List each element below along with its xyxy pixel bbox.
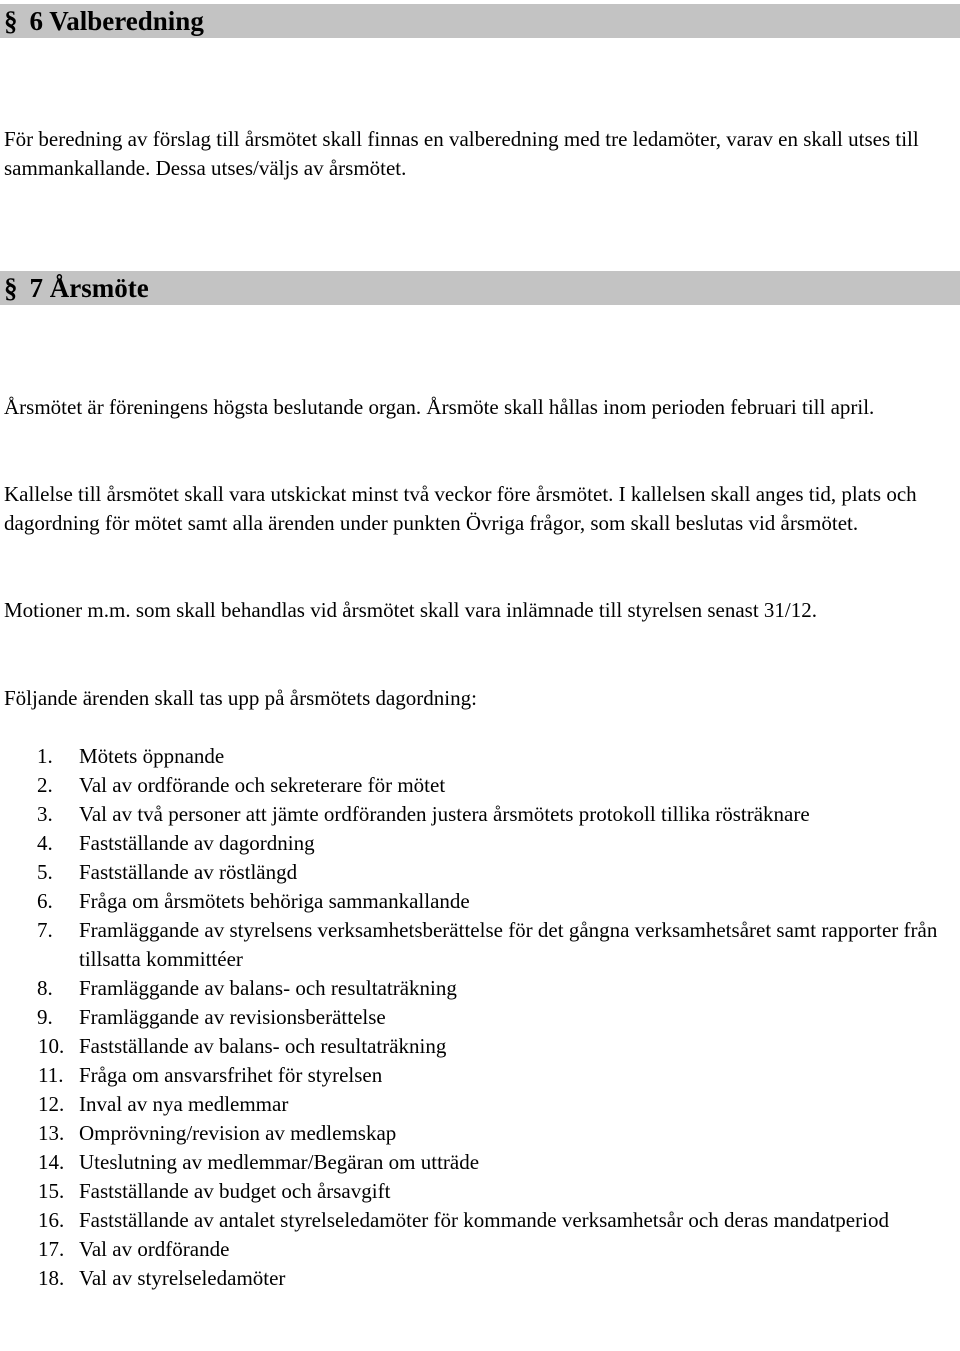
agenda-item-text: Fråga om ansvarsfrihet för styrelsen xyxy=(79,1063,383,1087)
agenda-item-text: Fastställande av dagordning xyxy=(79,831,315,855)
section-symbol: § xyxy=(4,6,18,36)
section-6-paragraph: För beredning av förslag till årsmötet skall finnas en valberedning med tre ledamöter, varav en skall utses till sammankallande. Dessa utses/väljs av årsmötet. xyxy=(4,127,919,180)
agenda-item-text: Val av ordförande och sekreterare för mötet xyxy=(79,773,446,797)
agenda-item xyxy=(4,1264,956,1293)
agenda-item-text: Val av ordförande xyxy=(79,1237,230,1261)
agenda-item-text: Omprövning/revision av medlemskap xyxy=(79,1121,397,1145)
agenda-item-number: 1. xyxy=(37,744,53,768)
agenda-item xyxy=(4,887,956,916)
section-6-heading xyxy=(0,4,960,38)
agenda-item-number: 2. xyxy=(37,773,53,797)
agenda-item xyxy=(4,1119,956,1148)
agenda-item xyxy=(4,858,956,887)
agenda-item-text: Fastställande av röstlängd xyxy=(79,860,298,884)
agenda-item xyxy=(4,1061,956,1090)
agenda-item-number: 12. xyxy=(38,1092,65,1116)
agenda-item xyxy=(4,1032,956,1061)
agenda-item-number: 17. xyxy=(38,1237,65,1261)
agenda-item-number: 7. xyxy=(37,918,53,942)
agenda-item xyxy=(4,1177,956,1206)
agenda-item-number: 13. xyxy=(38,1121,65,1145)
agenda-item-number: 11. xyxy=(38,1063,64,1087)
agenda-item-text: Fastställande av budget och årsavgift xyxy=(79,1179,391,1203)
agenda-item xyxy=(4,1206,956,1235)
section-7-paragraph-4: Följande ärenden skall tas upp på årsmötets dagordning: xyxy=(4,686,477,710)
section-6-title: 6 Valberedning xyxy=(29,6,204,36)
agenda-item xyxy=(4,800,956,829)
section-7-paragraph-2: Kallelse till årsmötet skall vara utskickat minst två veckor före årsmötet. I kallelsen skall anges tid, plats och dagordning för mötet samt alla ärenden under punkten Övriga frågor, som skall beslutas vid årsmötet. xyxy=(4,482,917,535)
agenda-item-number: 16. xyxy=(38,1208,65,1232)
agenda-item-text: Framläggande av revisionsberättelse xyxy=(79,1005,386,1029)
section-7-heading xyxy=(0,271,960,305)
agenda-item xyxy=(4,829,956,858)
agenda-item xyxy=(4,742,956,771)
agenda-item-text: Framläggande av balans- och resultaträkning xyxy=(79,976,457,1000)
agenda-item-number: 14. xyxy=(38,1150,65,1174)
agenda-item-text: Framläggande av styrelsens verksamhetsberättelse för det gångna verksamhetsåret samt rapporter från tillsatta kommittéer xyxy=(79,918,938,971)
agenda-item-number: 6. xyxy=(37,889,53,913)
agenda-item-text: Val av två personer att jämte ordföranden justera årsmötets protokoll tillika rösträknare xyxy=(79,802,810,826)
agenda-item-text: Mötets öppnande xyxy=(79,744,225,768)
agenda-item-text: Fastställande av balans- och resultaträkning xyxy=(79,1034,447,1058)
section-7-title: 7 Årsmöte xyxy=(29,273,149,303)
agenda-list xyxy=(4,742,956,1293)
agenda-item-number: 9. xyxy=(37,1005,53,1029)
section-7-paragraph-1: Årsmötet är föreningens högsta beslutande organ. Årsmöte skall hållas inom perioden februari till april. xyxy=(4,395,875,419)
section-7-paragraph-3: Motioner m.m. som skall behandlas vid årsmötet skall vara inlämnade till styrelsen senast 31/12. xyxy=(4,598,818,622)
agenda-item-number: 3. xyxy=(37,802,53,826)
agenda-item-text: Uteslutning av medlemmar/Begäran om utträde xyxy=(79,1150,480,1174)
agenda-item-text: Fråga om årsmötets behöriga sammankallande xyxy=(79,889,470,913)
agenda-item xyxy=(4,1090,956,1119)
agenda-item-text: Fastställande av antalet styrelseledamöter för kommande verksamhetsår och deras mandatperiod xyxy=(79,1208,889,1232)
agenda-item-text: Val av styrelseledamöter xyxy=(79,1266,286,1290)
agenda-item-number: 10. xyxy=(38,1034,65,1058)
agenda-item xyxy=(4,1148,956,1177)
agenda-item-number: 8. xyxy=(37,976,53,1000)
agenda-item-number: 5. xyxy=(37,860,53,884)
agenda-item-number: 4. xyxy=(37,831,53,855)
agenda-item xyxy=(4,1235,956,1264)
agenda-item-number: 15. xyxy=(38,1179,65,1203)
agenda-item-number: 18. xyxy=(38,1266,65,1290)
agenda-item xyxy=(4,771,956,800)
agenda-item xyxy=(4,1003,956,1032)
agenda-item xyxy=(4,916,956,974)
section-symbol: § xyxy=(4,273,18,303)
agenda-item xyxy=(4,974,956,1003)
agenda-item-text: Inval av nya medlemmar xyxy=(79,1092,289,1116)
